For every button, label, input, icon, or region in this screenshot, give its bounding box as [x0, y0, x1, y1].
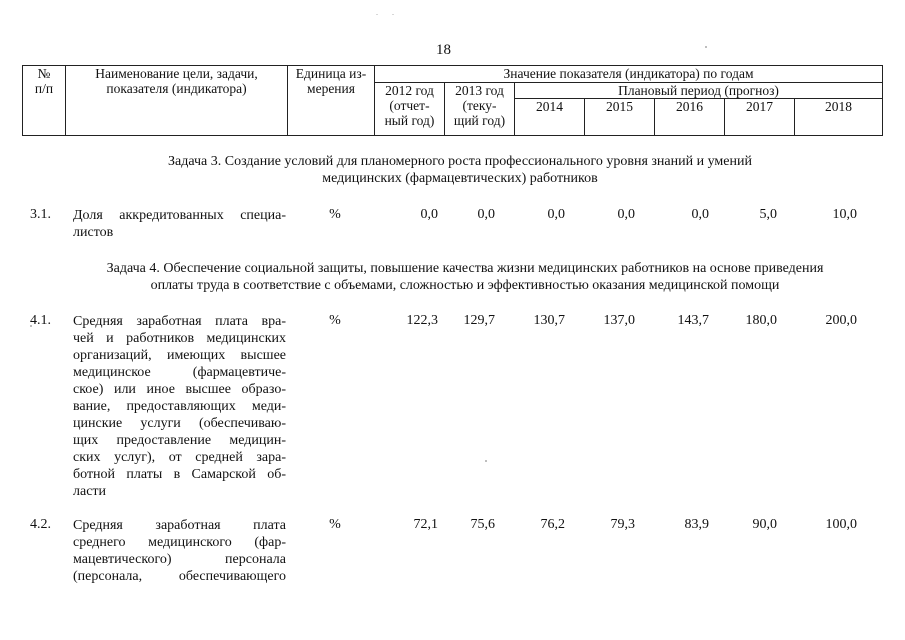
row-3-1-value-2017: 5,0	[759, 207, 777, 222]
scan-dots: . .	[376, 8, 400, 17]
row-4-1-unit: %	[329, 313, 341, 328]
row-4-1-number: 4.1.	[30, 313, 51, 328]
row-4-2-number: 4.2.	[30, 517, 51, 532]
row-3-1-number: 3.1.	[30, 207, 51, 222]
row-4-2-unit: %	[329, 517, 341, 532]
header-values-cell: Значение показателя (индикатора) по годам	[375, 66, 883, 83]
header-year-2017: 2017	[725, 99, 795, 136]
row-4-1-value-2016: 143,7	[677, 313, 709, 328]
header-year-2014: 2014	[515, 99, 585, 136]
row-3-1-value-2018: 10,0	[832, 207, 857, 222]
row-4-1-value-2012: 122,3	[406, 313, 438, 328]
header-year-2016: 2016	[655, 99, 725, 136]
header-number-cell: № п/п	[23, 66, 66, 136]
row-4-1-value-2013: 129,7	[463, 313, 495, 328]
row-3-1-unit: %	[329, 207, 341, 222]
row-4-1-value-2017: 180,0	[745, 313, 777, 328]
row-4-2-name: Средняя заработная плата среднего медицинского (фар- мацевтического) персонала (персонала, обеспечивающего	[73, 518, 286, 584]
row-3-1-value-2015: 0,0	[617, 207, 635, 222]
header-planned-period: Плановый период (прогноз)	[515, 83, 883, 99]
task3-heading: Задача 3. Создание условий для планомерного роста профессионального уровня знаний и умений медицинских (фармацевтических) работников	[168, 154, 752, 186]
row-3-1-name: Доля аккредитованных специа- листов	[73, 208, 286, 240]
scan-speck	[705, 46, 707, 48]
row-4-1-value-2014: 130,7	[533, 313, 565, 328]
row-3-1-value-2013: 0,0	[477, 207, 495, 222]
row-4-1-value-2015: 137,0	[603, 313, 635, 328]
row-4-2-value-2015: 79,3	[610, 517, 635, 532]
row-4-2-value-2016: 83,9	[684, 517, 709, 532]
row-4-1-value-2018: 200,0	[825, 313, 857, 328]
scan-speck	[485, 460, 487, 462]
row-4-2-value-2014: 76,2	[540, 517, 565, 532]
page-number: 18	[436, 42, 451, 58]
header-year-2018: 2018	[795, 99, 883, 136]
indicator-table-header	[22, 65, 883, 136]
header-year-2013: 2013 год (теку- щий год)	[445, 83, 515, 136]
row-4-2-value-2017: 90,0	[752, 517, 777, 532]
row-3-1-value-2014: 0,0	[547, 207, 565, 222]
row-3-1-value-2016: 0,0	[691, 207, 709, 222]
header-year-2012: 2012 год (отчет- ный год)	[375, 83, 445, 136]
header-unit-cell: Единица из- мерения	[288, 66, 375, 136]
header-name-cell: Наименование цели, задачи, показателя (индикатора)	[66, 66, 288, 136]
row-4-1-name: Средняя заработная плата вра- чей и работников медицинских организаций, имеющих высшее медицинское (фармацевтиче- ское) или иное высшее образо- вание, предоставляющих меди- цинские услуги (обеспечиваю- щих предоставление медицин- ских услуг), от средней зара- ботной платы в Самарской об- ласти	[73, 314, 286, 499]
row-4-2-value-2012: 72,1	[413, 517, 438, 532]
row-4-2-value-2013: 75,6	[470, 517, 495, 532]
row-3-1-value-2012: 0,0	[420, 207, 438, 222]
header-year-2015: 2015	[585, 99, 655, 136]
row-4-2-value-2018: 100,0	[825, 517, 857, 532]
task4-heading: Задача 4. Обеспечение социальной защиты, повышение качества жизни медицинских работников на основе приведения оплаты труда в соответствие с объемами, сложностью и эффективностью оказания медицинской помощи	[106, 261, 824, 293]
